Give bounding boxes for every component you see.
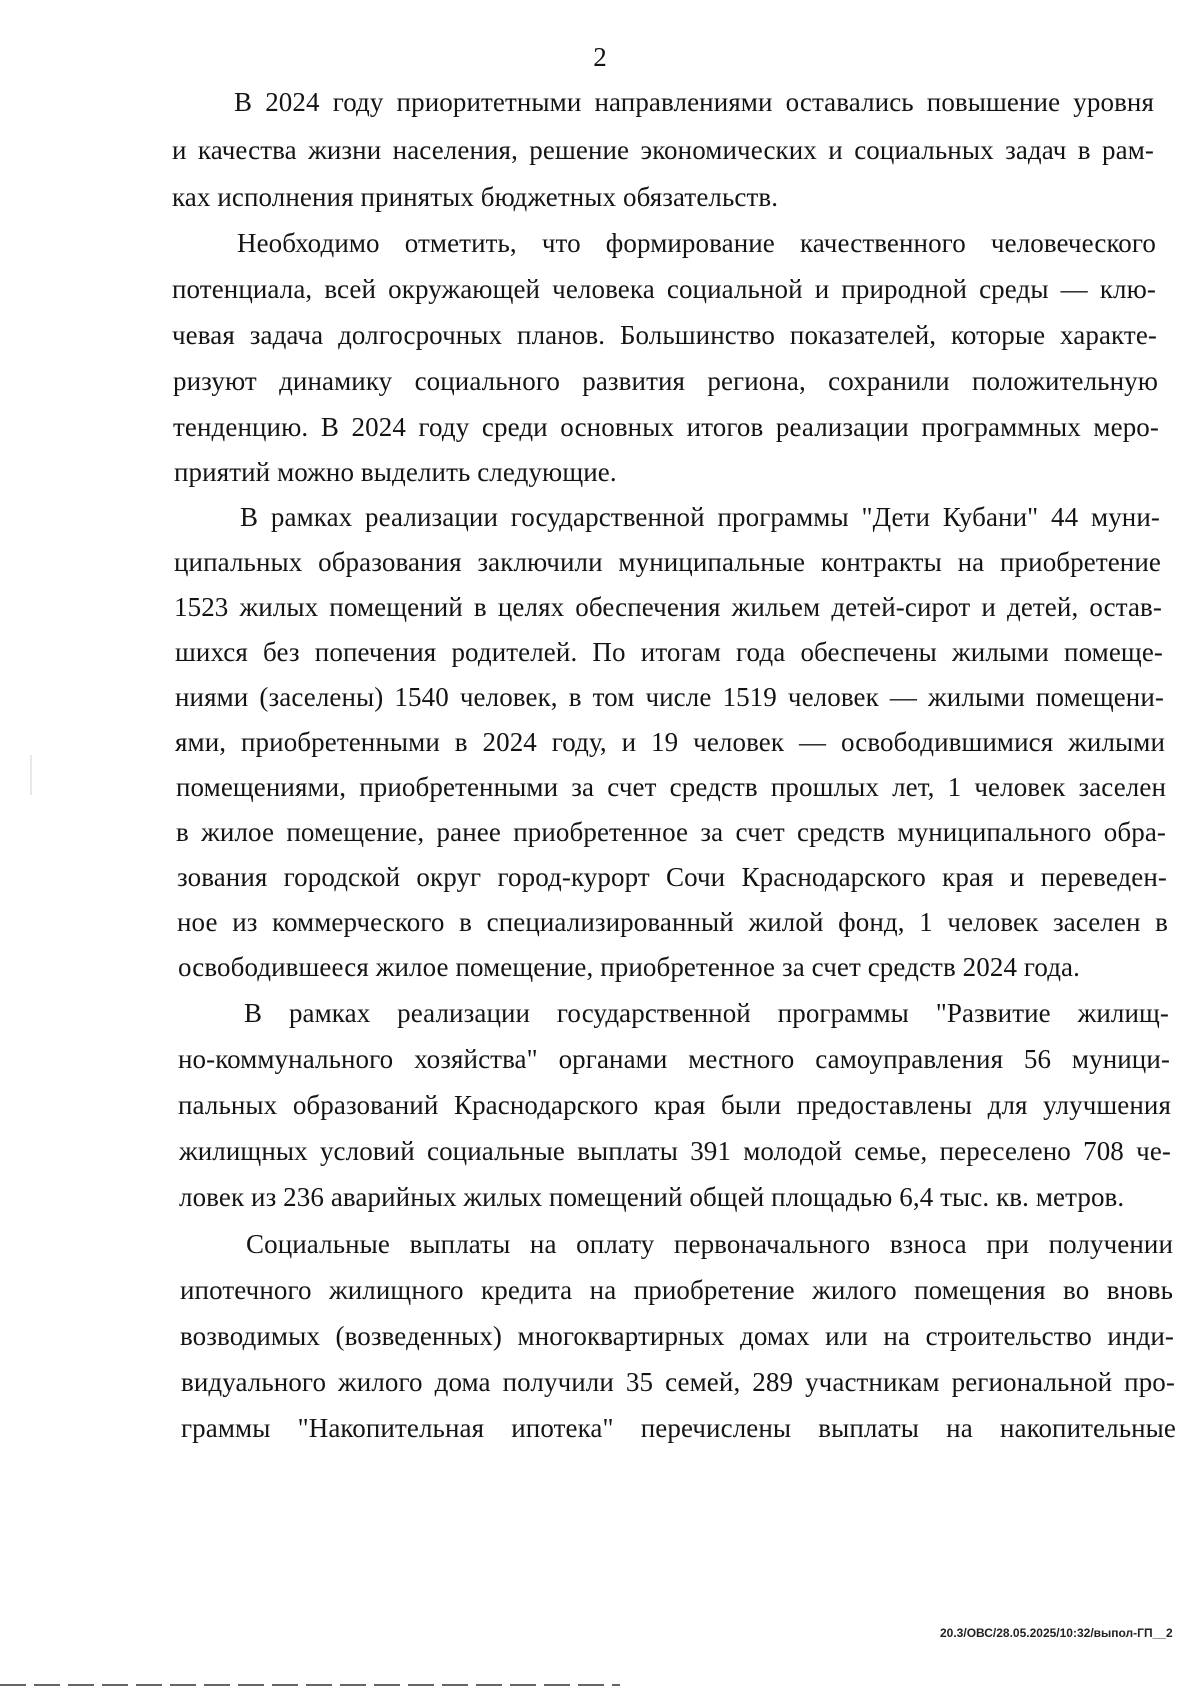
text-line: В рамках реализации государственной программы "Дети Кубани" 44 муни-	[240, 502, 1160, 532]
text-line: ипотечного жилищного кредита на приобретение жилого помещения во вновь	[180, 1275, 1173, 1305]
text-line: ках исполнения принятых бюджетных обязательств.	[172, 182, 779, 212]
text-line: ями, приобретенными в 2024 году, и 19 человек — освободившимися жилыми	[175, 727, 1165, 757]
text-line: приятий можно выделить следующие.	[174, 457, 617, 487]
text-line: но-коммунального хозяйства" органами местного самоуправления 56 муници-	[178, 1044, 1170, 1074]
text-line: возводимых (возведенных) многоквартирных домах или на строительство инди-	[180, 1321, 1174, 1351]
page-number: 2	[593, 42, 607, 72]
text-line: граммы "Накопительная ипотека" перечислены выплаты на накопительные	[181, 1413, 1176, 1443]
text-line: ниями (заселены) 1540 человек, в том числе 1519 человек — жилыми помещени-	[175, 682, 1164, 712]
text-line: ловек из 236 аварийных жилых помещений общей площадью 6,4 тыс. кв. метров.	[179, 1182, 1125, 1212]
scan-artifact	[30, 755, 32, 795]
text-line: ципальных образования заключили муниципальные контракты на приобретение	[174, 547, 1161, 577]
text-line: в жилое помещение, ранее приобретенное за счет средств муниципального обра-	[176, 817, 1166, 847]
text-line: чевая задача долгосрочных планов. Большинство показателей, которые характе-	[172, 320, 1157, 350]
text-line: 1523 жилых помещений в целях обеспечения жильем детей-сирот и детей, остав-	[174, 592, 1162, 622]
text-line: тенденцию. В 2024 году среди основных итогов реализации программных меро-	[173, 412, 1159, 442]
text-line: освободившееся жилое помещение, приобретенное за счет средств 2024 года.	[178, 952, 1080, 982]
text-line: В рамках реализации государственной программы "Развитие жилищ-	[244, 998, 1169, 1028]
text-line: Социальные выплаты на оплату первоначального взноса при получении	[246, 1229, 1173, 1259]
text-line: ное из коммерческого в специализированный жилой фонд, 1 человек заселен в	[177, 907, 1168, 937]
text-line: жилищных условий социальные выплаты 391 молодой семье, переселено 708 че-	[179, 1136, 1171, 1166]
text-line: Необходимо отметить, что формирование качественного человеческого	[237, 228, 1156, 258]
text-line: помещениями, приобретенными за счет средств прошлых лет, 1 человек заселен	[176, 772, 1166, 802]
text-line: ризуют динамику социального развития региона, сохранили положительную	[173, 366, 1158, 396]
page-edge-dashes	[0, 1684, 620, 1686]
text-line: В 2024 году приоритетными направлениями оставались повышение уровня	[234, 87, 1154, 117]
text-line: видуального жилого дома получили 35 семей, 289 участникам региональной про-	[181, 1367, 1175, 1397]
text-line: шихся без попечения родителей. По итогам года обеспечены жилыми помеще-	[175, 637, 1163, 667]
text-line: и качества жизни населения, решение экономических и социальных задач в рам-	[172, 135, 1154, 165]
text-line: пальных образований Краснодарского края были предоставлены для улучшения	[178, 1090, 1171, 1120]
text-line: потенциала, всей окружающей человека социальной и природной среды — клю-	[172, 274, 1156, 304]
document-code: 20.3/ОВС/28.05.2025/10:32/выпол-ГП__2	[940, 1626, 1173, 1640]
text-line: зования городской округ город-курорт Сочи Краснодарского края и переведен-	[177, 862, 1167, 892]
